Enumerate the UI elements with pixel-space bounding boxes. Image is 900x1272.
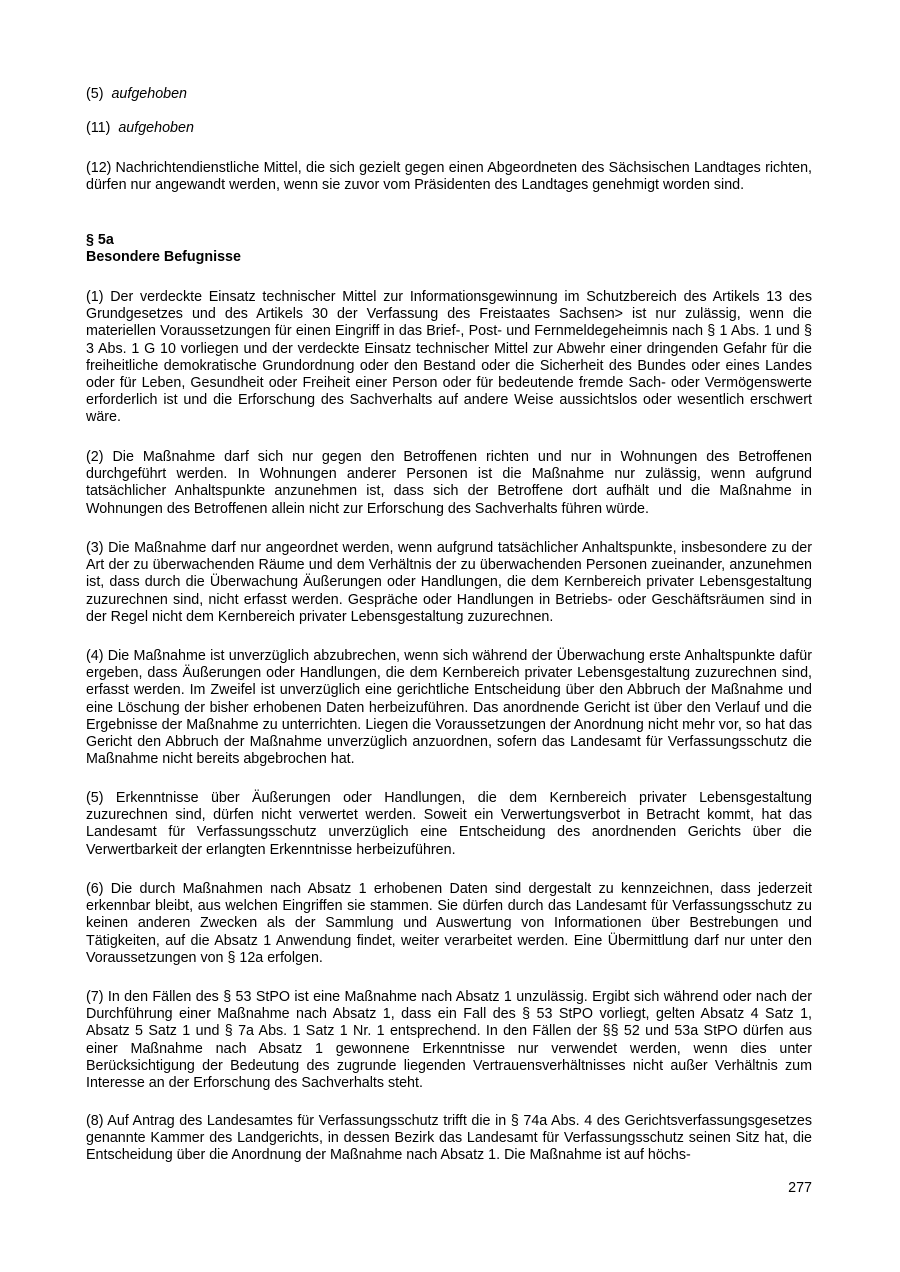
paragraph-12 (86, 160, 812, 194)
paragraph-text: aufgehoben (111, 86, 188, 102)
paragraph-text: Nachrichtendienstliche Mittel, die sich gezielt gegen einen Abgeordneten des Sächsischen Landtages richten, dürfen nur angewandt werden, wenn sie zuvor vom Präsidenten des Landtages genehmigt worden sind. (86, 160, 812, 194)
paragraph-text: aufgehoben (118, 120, 194, 136)
section-paragraph-6: (6) Die durch Maßnahmen nach Absatz 1 erhobenen Daten sind dergestalt zu kennzeichnen, dass jederzeit erkennbar bleibt, aus welchen Eingriffen sie stammen. Sie dürfen durch das Landesamt für Verfassungsschutz zu keinen anderen Zwecken als der Sammlung und Auswertung von Informationen über Bestrebungen und Tätigkeiten, auf die Absatz 1 Anwendung findet, weiter verarbeitet werden. Eine Übermittlung darf nur unter den Voraussetzungen von § 12a erfolgen. (86, 881, 812, 966)
section-paragraph-8: (8) Auf Antrag des Landesamtes für Verfassungsschutz trifft die in § 74a Abs. 4 des Gerichtsverfassungsgesetzes genannte Kammer des Landgerichts, in dessen Bezirk das Landesamt für Verfassungsschutz seinen Sitz hat, die Entscheidung über die Anordnung der Maßnahme nach Absatz 1. Die Maßnahme ist auf höchs- (86, 1113, 812, 1164)
section-title: Besondere Befugnisse (86, 249, 241, 266)
section-paragraph-5: (5) Erkenntnisse über Äußerungen oder Handlungen, die dem Kernbereich privater Lebensgestaltung zuzurechnen sind, dürfen nicht verwertet werden. Soweit ein Verwertungsverbot in Betracht kommt, hat das Landesamt für Verfassungsschutz unverzüglich eine Entscheidung des anordnenden Gerichts über die Verwertbarkeit der erlangten Erkenntnisse herbeizuführen. (86, 790, 812, 858)
section-paragraph-7: (7) In den Fällen des § 53 StPO ist eine Maßnahme nach Absatz 1 unzulässig. Ergibt sich während oder nach der Durchführung einer Maßnahme nach Absatz 1, dass ein Fall des § 53 StPO vorliegt, gelten Absatz 4 Satz 1, Absatz 5 Satz 1 und § 7a Abs. 1 Satz 1 Nr. 1 entsprechend. In den Fällen der §§ 52 und 53a StPO dürfen aus einer Maßnahme nach Absatz 1 gewonnene Erkenntnisse nur verwendet werden, wenn dies unter Berücksichtigung der Bedeutung des zugrunde liegenden Vertrauensverhältnisses nicht außer Verhältnis zum Interesse an der Erforschung des Sachverhalts steht. (86, 989, 812, 1092)
paragraph-number: (11) (86, 120, 111, 136)
section-paragraph-3: (3) Die Maßnahme darf nur angeordnet werden, wenn aufgrund tatsächlicher Anhaltspunkte, insbesondere zu der Art der zu überwachenden Räume und dem Verhältnis der zu überwachenden Personen zueinander, anzunehmen ist, dass durch die Überwachung Äußerungen oder Handlungen, die dem Kernbereich privater Lebensgestaltung zuzurechnen sind, nicht erfasst werden. Gespräche oder Handlungen in Betriebs- oder Geschäftsräumen sind in der Regel nicht dem Kernbereich privater Lebensgestaltung zuzurechnen. (86, 540, 812, 625)
paragraph-number: (5) (86, 86, 104, 102)
section-paragraph-1: (1) Der verdeckte Einsatz technischer Mittel zur Informationsgewinnung im Schutzbereich des Artikels 13 des Grundgesetzes und des Artikels 30 der Verfassung des Freistaates Sachsen> ist nur zulässig, wenn die materiellen Voraussetzungen für einen Eingriff in das Brief-, Post- und Fernmeldegeheimnis nach § 1 Abs. 1 und § 3 Abs. 1 G 10 vorliegen und der verdeckte Einsatz technischer Mittel zur Abwehr einer dringenden Gefahr für die freiheitliche demokratische Grundordnung oder den Bestand oder die Sicherheit des Bundes oder eines Landes oder für Leben, Gesundheit oder Freiheit einer Person oder für bedeutende fremde Sach- oder Vermögenswerte erforderlich ist und die Erforschung des Sachverhalts auf andere Weise aussichtslos oder wesentlich erschwert wäre. (86, 289, 812, 426)
section-number: § 5a (86, 232, 114, 248)
paragraph-5-repealed (86, 86, 812, 103)
section-paragraph-4: (4) Die Maßnahme ist unverzüglich abzubrechen, wenn sich während der Überwachung erste Anhaltspunkte dafür ergeben, dass Äußerungen oder Handlungen, die dem Kernbereich privater Lebensgestaltung zuzurechnen sind, erfasst werden. Im Zweifel ist unverzüglich eine gerichtliche Entscheidung über den Abbruch der Maßnahme und eine Löschung der bisher erhobenen Daten herbeizuführen. Das anordnende Gericht ist über den Verlauf und die Ergebnisse der Maßnahme zu unterrichten. Liegen die Voraussetzungen der Anordnung nicht mehr vor, so hat das Gericht den Abbruch der Maßnahme unverzüglich anzuordnen, sofern das Landesamt für Verfassungsschutz die Maßnahme nicht bereits abgebrochen hat. (86, 648, 812, 768)
page-number: 277 (788, 1180, 812, 1196)
section-paragraph-2: (2) Die Maßnahme darf sich nur gegen den Betroffenen richten und nur in Wohnungen des Betroffenen durchgeführt werden. In Wohnungen anderer Personen ist die Maßnahme nur zulässig, wenn aufgrund tatsächlicher Anhaltspunkte anzunehmen ist, dass sich der Betroffene dort aufhält und die Maßnahme in Wohnungen des Betroffenen allein nicht zur Erforschung des Sachverhalts führen würde. (86, 449, 812, 517)
paragraph-number: (12) (86, 160, 112, 176)
section-heading (86, 232, 812, 266)
paragraph-11-repealed (86, 120, 812, 137)
